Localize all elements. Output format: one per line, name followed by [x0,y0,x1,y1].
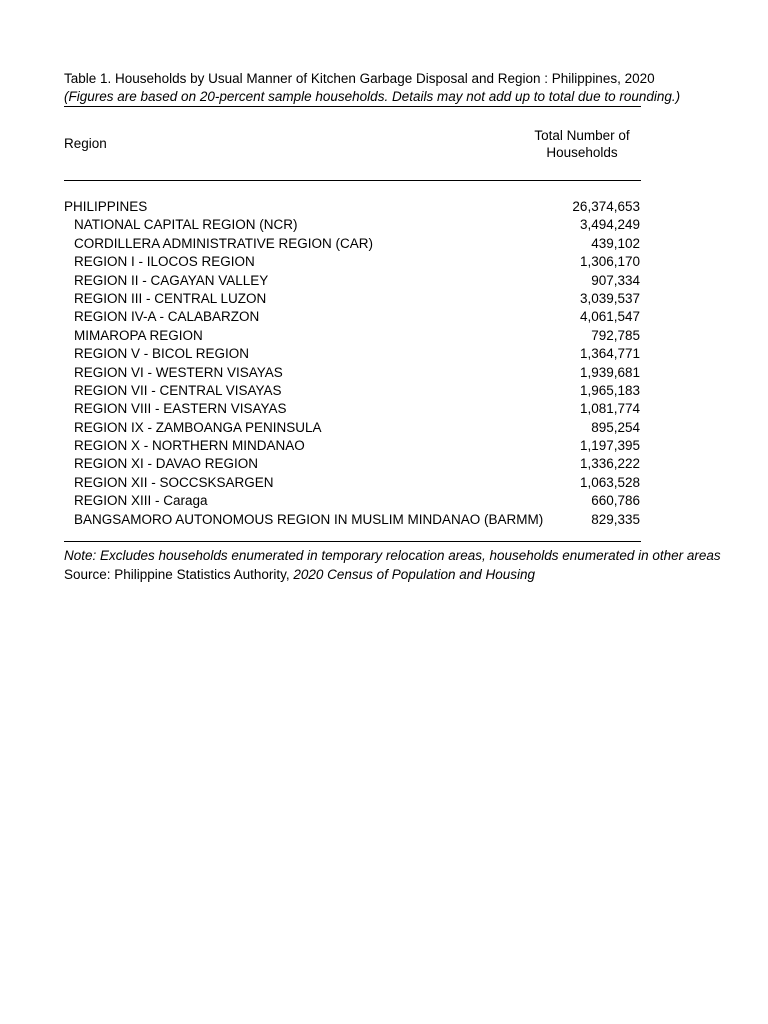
household-count: 3,494,249 [579,217,640,233]
household-count: 895,254 [591,419,640,435]
household-count: 660,786 [591,493,640,509]
source-title: 2020 Census of Population and Housing [293,567,536,582]
household-count: 26,374,653 [572,199,640,214]
household-count: 1,081,774 [579,401,640,417]
region-name: REGION VI - WESTERN VISAYAS [74,364,283,380]
table-row [64,327,641,345]
region-name: PHILIPPINES [64,199,148,214]
table-row [64,308,641,326]
household-count: 792,785 [591,327,640,343]
table-row [64,364,641,382]
source-prefix: Source: Philippine Statistics Authority, [64,567,294,582]
region-name: REGION XIII - Caraga [74,493,208,509]
household-count: 1,939,681 [579,364,640,380]
region-name: REGION III - CENTRAL LUZON [74,290,267,306]
household-count: 3,039,537 [579,290,640,306]
household-count: 907,334 [591,272,640,288]
column-header-total [520,127,644,161]
region-name: CORDILLERA ADMINISTRATIVE REGION (CAR) [74,235,374,251]
household-count: 1,965,183 [579,382,640,398]
region-name: REGION XII - SOCCSKSARGEN [74,474,274,490]
top-rule [64,106,641,107]
household-count: 1,063,528 [579,474,640,490]
region-name: BANGSAMORO AUTONOMOUS REGION IN MUSLIM MINDANAO (BARMM) [74,511,544,527]
column-header-total-line1: Total Number of [534,128,630,143]
table-title: Table 1. Households by Usual Manner of Kitchen Garbage Disposal and Region : Philippines, 2020 [64,71,655,86]
table-row [64,198,641,216]
bottom-rule [64,541,641,542]
table-note: Note: Excludes households enumerated in temporary relocation areas, households enumerated in other areas [64,548,721,563]
region-name: REGION VIII - EASTERN VISAYAS [74,401,287,417]
table-row [64,419,641,437]
region-name: REGION IX - ZAMBOANGA PENINSULA [74,419,322,435]
table-body [64,198,641,529]
household-count: 4,061,547 [579,309,640,325]
table-row [64,345,641,363]
region-name: REGION XI - DAVAO REGION [74,456,259,472]
household-count: 1,336,222 [579,456,640,472]
table-row [64,474,641,492]
household-count: 1,197,395 [579,438,640,454]
table-row [64,382,641,400]
table-row [64,235,641,253]
column-header-total-line2: Households [546,145,618,160]
table-row [64,492,641,510]
region-name: NATIONAL CAPITAL REGION (NCR) [74,217,298,233]
table-row [64,511,641,529]
household-count: 1,364,771 [579,346,640,362]
table-row [64,216,641,234]
household-count: 439,102 [591,235,640,251]
region-name: REGION I - ILOCOS REGION [74,254,255,270]
household-count: 829,335 [591,511,640,527]
region-name: MIMAROPA REGION [74,327,203,343]
table-row [64,455,641,473]
table-row [64,290,641,308]
header-rule [64,180,641,181]
table-row [64,272,641,290]
table-row [64,437,641,455]
region-name: REGION V - BICOL REGION [74,346,250,362]
column-header-region: Region [64,136,107,151]
table-source [64,567,641,582]
table-subtitle: (Figures are based on 20-percent sample households. Details may not add up to total due to rounding.) [64,89,681,104]
region-name: REGION VII - CENTRAL VISAYAS [74,382,282,398]
table-row [64,253,641,271]
table-row [64,400,641,418]
household-count: 1,306,170 [579,254,640,270]
region-name: REGION X - NORTHERN MINDANAO [74,438,305,454]
region-name: REGION II - CAGAYAN VALLEY [74,272,269,288]
region-name: REGION IV-A - CALABARZON [74,309,260,325]
